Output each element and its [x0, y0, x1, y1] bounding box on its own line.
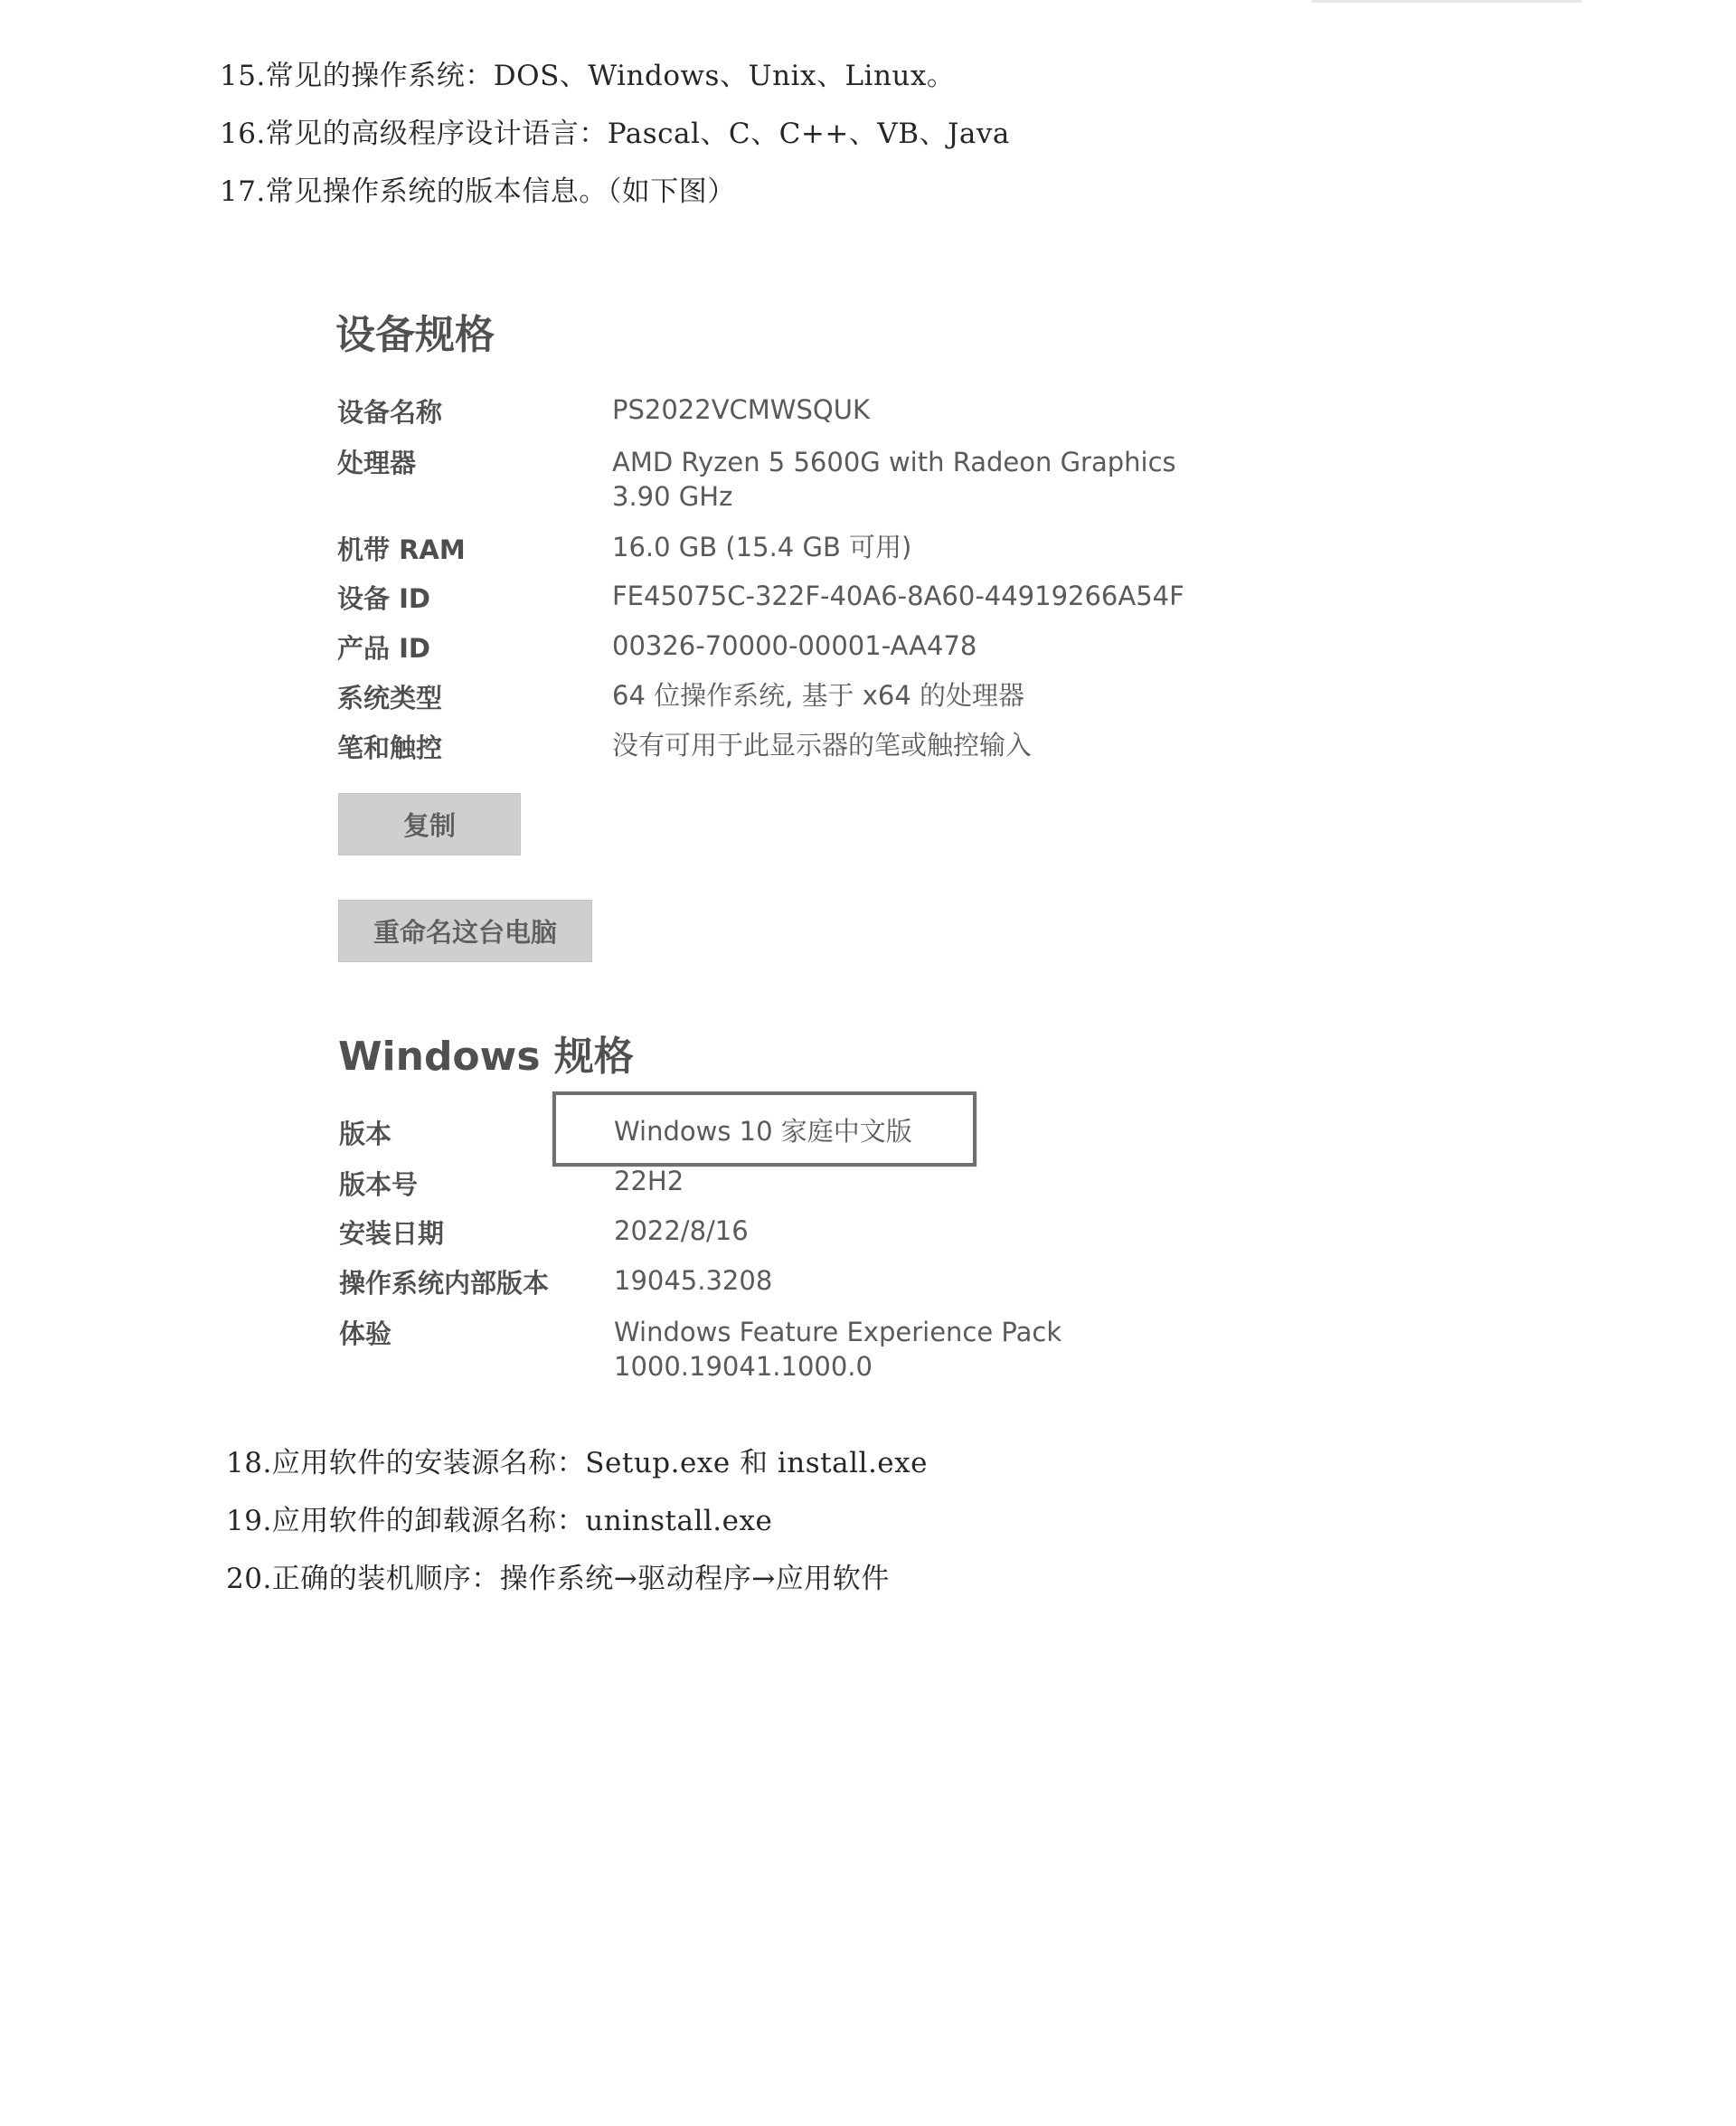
- spec-value-experience: Windows Feature Experience Pack: [614, 1317, 1062, 1347]
- device-specs-heading: 设备规格: [335, 312, 495, 358]
- spec-value-ram: 16.0 GB (15.4 GB 可用): [612, 532, 912, 562]
- outro-line-19: 19.应用软件的卸载源名称：uninstall.exe: [226, 1505, 773, 1537]
- intro-line-15: 15.常见的操作系统：DOS、Windows、Unix、Linux。: [220, 60, 956, 92]
- spec-label-os-build: 操作系统内部版本: [339, 1268, 550, 1299]
- spec-value-experience-version: 1000.19041.1000.0: [614, 1351, 873, 1382]
- spec-value-install-date: 2022/8/16: [614, 1215, 749, 1246]
- spec-value-device-name: PS2022VCMWSQUK: [612, 394, 870, 425]
- spec-value-pen-touch: 没有可用于此显示器的笔或触控输入: [612, 730, 1033, 761]
- scan-artifact: [1311, 0, 1582, 3]
- spec-label-version: 版本号: [339, 1169, 419, 1200]
- copy-button[interactable]: 复制: [338, 793, 521, 855]
- spec-label-device-id: 设备 ID: [337, 583, 430, 614]
- spec-label-system-type: 系统类型: [337, 683, 443, 713]
- windows-specs-heading: Windows 规格: [338, 1034, 634, 1080]
- spec-value-os-build: 19045.3208: [614, 1265, 773, 1296]
- spec-value-edition: Windows 10 家庭中文版: [614, 1116, 912, 1147]
- spec-value-processor-speed: 3.90 GHz: [612, 481, 733, 512]
- spec-label-ram: 机带 RAM: [337, 534, 466, 565]
- outro-line-18: 18.应用软件的安装源名称：Setup.exe 和 install.exe: [226, 1447, 928, 1479]
- spec-value-version: 22H2: [614, 1166, 684, 1196]
- intro-line-17: 17.常见操作系统的版本信息。（如下图）: [220, 175, 736, 208]
- spec-value-system-type: 64 位操作系统, 基于 x64 的处理器: [612, 680, 1025, 711]
- spec-label-product-id: 产品 ID: [337, 633, 430, 664]
- spec-value-device-id: FE45075C-322F-40A6-8A60-44919266A54F: [612, 581, 1184, 611]
- rename-pc-button[interactable]: 重命名这台电脑: [338, 900, 592, 962]
- spec-label-experience: 体验: [339, 1318, 392, 1349]
- spec-label-device-name: 设备名称: [337, 397, 443, 428]
- spec-label-pen-touch: 笔和触控: [337, 732, 443, 763]
- spec-label-install-date: 安装日期: [339, 1218, 445, 1249]
- spec-label-edition: 版本: [339, 1119, 392, 1149]
- intro-line-16: 16.常见的高级程序设计语言：Pascal、C、C++、VB、Java: [220, 118, 1010, 150]
- spec-value-product-id: 00326-70000-00001-AA478: [612, 630, 977, 661]
- spec-value-processor: AMD Ryzen 5 5600G with Radeon Graphics: [612, 447, 1176, 477]
- spec-label-processor: 处理器: [337, 448, 417, 478]
- outro-line-20: 20.正确的装机顺序：操作系统→驱动程序→应用软件: [226, 1563, 890, 1595]
